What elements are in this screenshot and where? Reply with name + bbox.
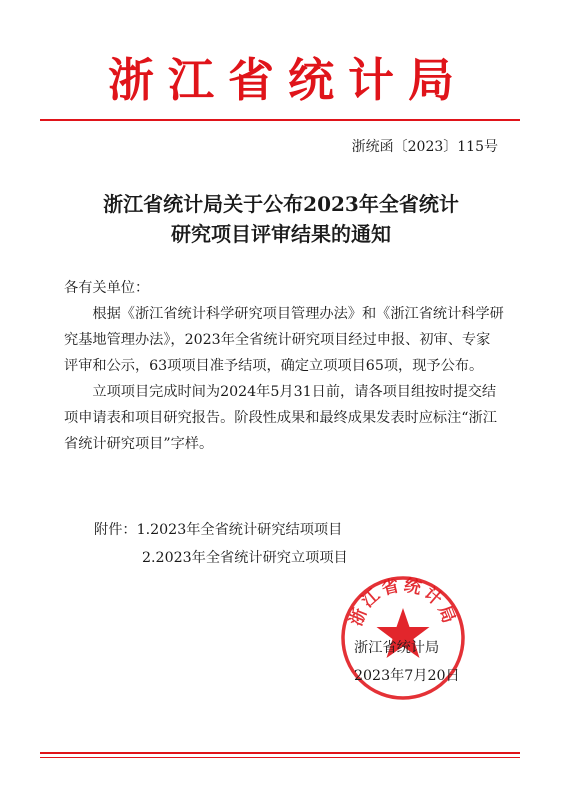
attachment-item-1: 1.2023年全省统计研究结项项目: [136, 522, 343, 538]
footer-red-rule-thick: [40, 752, 520, 754]
paragraph-2: 立项项目完成时间为2024年5月31日前，请各项目组按时提交结项申请表和项目研究报告。阶段性成果和最终成果发表时应标注“浙江省统计研究项目”字样。: [64, 384, 497, 452]
footer-red-rule-thin: [40, 757, 520, 758]
signature-date: 2023年7月20日: [354, 668, 460, 684]
title-line-1: 浙江省统计局关于公布2023年全省统计: [103, 192, 459, 216]
attachments: [94, 516, 348, 572]
salutation: 各有关单位：: [64, 280, 150, 296]
signature-org: 浙江省统计局: [354, 640, 440, 656]
notice-title: [0, 189, 562, 249]
paragraph-1: 根据《浙江省统计科学研究项目管理办法》和《浙江省统计科学研究基地管理办法》，2023年全省统计研究项目经过申报、初审、专家评审和公示，63项项目准予结项，确定立项项目65项，现予公布。: [64, 306, 504, 374]
signature-block: [354, 634, 460, 690]
header-red-rule: [40, 119, 520, 121]
attachments-label: 附件：: [94, 522, 137, 538]
document-number: 浙统函〔2023〕115号: [351, 139, 498, 155]
seal-text: 浙江省统计局: [346, 575, 460, 629]
attachment-item-2: 2.2023年全省统计研究立项项目: [142, 550, 348, 566]
masthead-title: 浙江省统计局: [108, 53, 468, 107]
notice-body: [64, 275, 504, 457]
title-line-2: 研究项目评审结果的通知: [171, 222, 391, 246]
